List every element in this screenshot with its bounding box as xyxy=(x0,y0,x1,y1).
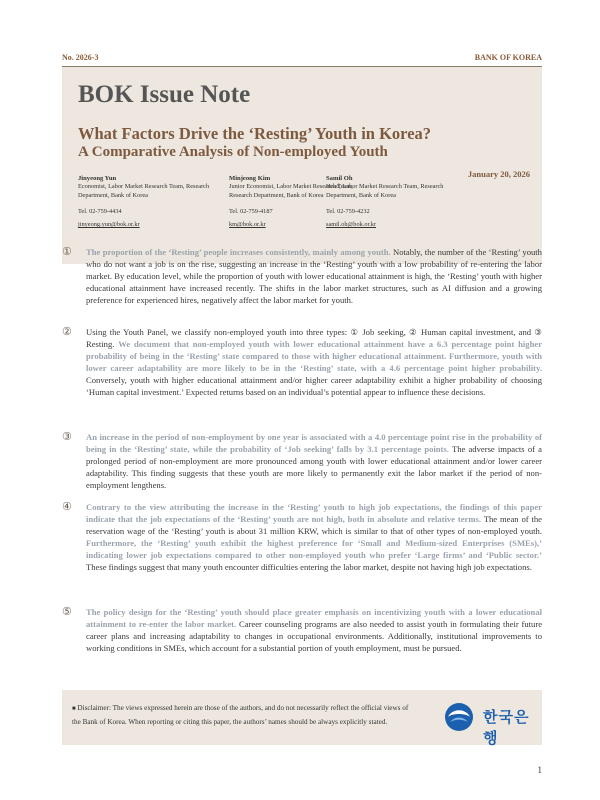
item-text xyxy=(86,247,542,307)
bank-of-korea-logo-text: 한국은행 xyxy=(483,708,530,747)
author-name: Jinyeong Yun xyxy=(78,175,117,182)
item-number: ② xyxy=(62,326,72,338)
item-number: ③ xyxy=(62,431,72,443)
summary-item-5 xyxy=(62,607,542,655)
bank-of-korea-logo-icon xyxy=(444,702,474,732)
page-number: 1 xyxy=(537,765,542,775)
item-highlight: Contrary to the view attributing the increase in the ‘Resting’ youth to high job expectations, the findings of this paper indicate that the job expectations of the ‘Resting’ youth are not high, both in absolute and relative terms. xyxy=(86,502,542,524)
item-highlight-2: Furthermore, the ‘Resting’ youth exhibit the highest preference for ‘Small and Medium-sized Enterprises (SMEs),’ indicating lower job expectations compared to other non-employed youth who prefer ‘Large firms’ and ‘Public sector.’ xyxy=(86,537,542,560)
publication-date: January 20, 2026 xyxy=(467,169,530,179)
item-highlight: We document that non-employed youth with lower educational attainment have a 6.3 percentage point higher probability of being in the ‘Resting’ state compared to those with higher educational attainment. Furthermore, youth with lower career adaptability are more likely to be in the ‘Resting’ state, with a 4.6 percentage point higher probability. xyxy=(86,338,543,373)
author-affiliation: Junior Economist, Labor Market Research Team, Research Department, Bank of Korea xyxy=(229,183,353,199)
organization-name: BANK OF KOREA xyxy=(474,53,542,62)
disclaimer-box xyxy=(62,690,542,745)
item-number: ④ xyxy=(62,501,72,513)
item-body: Conversely, youth with higher educational attainment and/or higher career adaptability exhibit a higher probability of choosing ‘Human capital investment.’ Expected returns based on an individual’s potential appear to influence these decisions. xyxy=(86,374,542,397)
item-body: The adverse impacts of a prolonged period of non-employment are more pronounced among youth with lower educational attainment and/or lower career adaptability. This finding suggests that these youth are more likely to permanently exit the labor market if the period of non-employment lengthens. xyxy=(86,443,542,490)
disclaimer-bullet: ■ xyxy=(72,706,76,712)
item-highlight: The policy design for the ‘Resting’ youth should place greater emphasis on incentivizing youth with a lower educational attainment to re-enter the labor market. xyxy=(86,607,542,629)
summary-item-2 xyxy=(62,327,542,398)
header-block xyxy=(62,67,542,264)
summary-item-1 xyxy=(62,247,542,307)
author-name: Minjeong Kim xyxy=(229,175,271,182)
disclaimer-text xyxy=(72,702,412,728)
item-number: ① xyxy=(62,246,72,258)
author-email-link[interactable]: jinyeong.yun@bok.or.kr xyxy=(78,221,140,228)
page-subtitle: A Comparative Analysis of Non-employed Youth xyxy=(78,144,388,160)
summary-item-3 xyxy=(62,432,542,492)
item-body: Notably, the number of the ‘Resting’ youth who do not want a job is on the rise, suggesting an increase in the ‘Resting’ youth with a low probability of re-entering the labor market. By education level, while the proportion of youth with lower educational attainment is high, the ‘Resting’ youth with higher educational attainment have increased recently. The shifts in the labor market structures, such as AI diffusion and a growing preference for experienced hires, negatively affect the labor market for youth. xyxy=(86,247,542,305)
author-name: Samil Oh xyxy=(326,175,353,182)
item-text xyxy=(86,607,542,655)
author-affiliation: Head, Labor Market Research Team, Research Department, Bank of Korea xyxy=(326,183,444,199)
issue-number: No. 2026-3 xyxy=(62,53,99,62)
item-body: Career counseling programs are also needed to assist youth in formulating their future career plans and increasing adaptability to changes in occupational environments. Additionally, institutional improvements to working conditions in SMEs, which account for a substantial portion of youth employment, must be pursued. xyxy=(86,618,543,653)
author-1 xyxy=(78,175,218,228)
author-email-link[interactable]: samil.oh@bok.or.kr xyxy=(326,221,377,228)
disclaimer-body: Disclaimer: The views expressed herein are those of the authors, and do not necessarily reflect the official views of the Bank of Korea. When reporting or citing this paper, the authors’ names should be always explicitly stated. xyxy=(72,704,409,726)
author-email-link[interactable]: km@bok.or.kr xyxy=(229,221,266,228)
page-title: What Factors Drive the ‘Resting’ Youth in Korea? xyxy=(78,124,432,143)
author-phone: Tel. 02-759-4232 xyxy=(326,208,370,215)
author-affiliation: Economist, Labor Market Research Team, Research Department, Bank of Korea xyxy=(78,183,210,199)
item-highlight: An increase in the period of non-employment by one year is associated with a 4.0 percentage point rise in the probability of being in the ‘Resting’ state, while the probability of ‘Job seeking’ falls by 3.1 percentage points. xyxy=(86,432,542,454)
top-line xyxy=(62,53,542,65)
publication-brand: BOK Issue Note xyxy=(78,81,251,108)
author-3 xyxy=(326,175,454,228)
item-text xyxy=(86,502,542,573)
item-text xyxy=(86,327,542,398)
summary-item-4 xyxy=(62,502,542,573)
item-conclusion: These findings suggest that many youth encounter difficulties entering the labor market, despite not having high job expectations. xyxy=(86,561,532,572)
item-text xyxy=(86,432,542,492)
item-highlight: The proportion of the ‘Resting’ people increases consistently, mainly among youth. xyxy=(86,247,391,257)
author-phone: Tel. 02-759-4434 xyxy=(78,208,122,215)
item-number: ⑤ xyxy=(62,606,72,618)
author-phone: Tel. 02-759-4187 xyxy=(229,208,273,215)
item-body: The mean of the reservation wage of the ‘Resting’ youth is about 31 million KRW, which is similar to that of other types of non-employed youth. xyxy=(86,513,542,536)
item-intro: Using the Youth Panel, we classify non-employed youth into three types: ① Job seeking, ② Human capital investment, and ③ Resting. xyxy=(86,327,542,349)
